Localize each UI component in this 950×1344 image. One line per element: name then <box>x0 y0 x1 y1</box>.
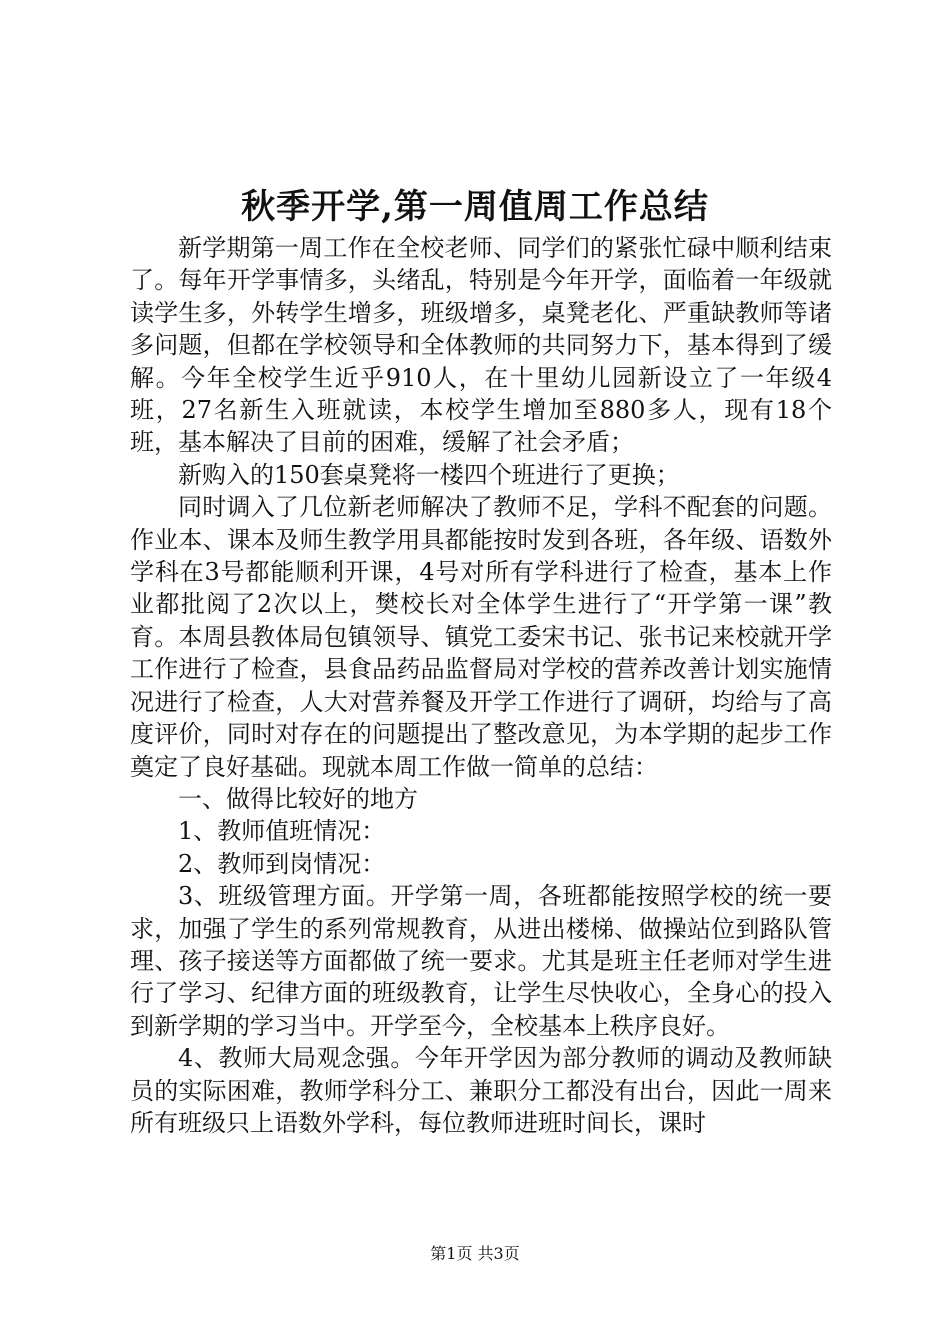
document-body <box>130 232 832 1139</box>
paragraph-desks: 新购入的150套桌凳将一楼四个班进行了更换； <box>178 460 680 489</box>
list-item-class-management: 3、班级管理方面。开学第一周，各班都能按照学校的统一要求，加强了学生的系列常规教育，从进出楼梯、做操站位到路队管理、孩子接送等方面都做了统一要求。尤其是班主任老师对学生进行了学习、纪律方面的班级教育，让学生尽快收心，全身心的投入到新学期的学习当中。开学至今，全校基本上秩序良好。 <box>130 882 832 1040</box>
list-item-attendance: 2、教师到岗情况： <box>178 849 386 878</box>
paragraph-teachers: 同时调入了几位新老师解决了教师不足，学科不配套的问题。作业本、课本及师生教学用具都能按时发到各班，各年级、语数外学科在3号都能顺利开课，4号对所有学科进行了检查，基本上作业都批阅了2次以上，樊校长对全体学生进行了“开学第一课”教育。本周县教体局包镇领导、镇党工委宋书记、张书记来校就开学工作进行了检查，县食品药品监督局对学校的营养改善计划实施情况进行了检查，人大对营养餐及开学工作进行了调研，均给与了高度评价，同时对存在的问题提出了整改意见，为本学期的起步工作奠定了良好基础。现就本周工作做一简单的总结： <box>130 493 832 781</box>
document-title: 秋季开学,第一周值周工作总结 <box>241 187 709 227</box>
page-footer: 第1页 共3页 <box>430 1244 520 1263</box>
section-heading: 一、做得比较好的地方 <box>178 784 418 813</box>
paragraph-intro: 新学期第一周工作在全校老师、同学们的紧张忙碌中顺利结束了。每年开学事情多，头绪乱，特别是今年开学，面临着一年级就读学生多，外转学生增多，班级增多，桌凳老化、严重缺教师等诸多问题，但都在学校领导和全体教师的共同努力下，基本得到了缓解。今年全校学生近乎910人，在十里幼儿园新设立了一年级4班，27名新生入班就读，本校学生增加至880多人，现有18个班，基本解决了目前的困难，缓解了社会矛盾； <box>130 234 832 457</box>
list-item-duty: 1、教师值班情况： <box>178 817 386 846</box>
list-item-teacher-attitude: 4、教师大局观念强。今年开学因为部分教师的调动及教师缺员的实际困难，教师学科分工、兼职分工都没有出台，因此一周来所有班级只上语数外学科，每位教师进班时间长，课时 <box>130 1044 832 1137</box>
